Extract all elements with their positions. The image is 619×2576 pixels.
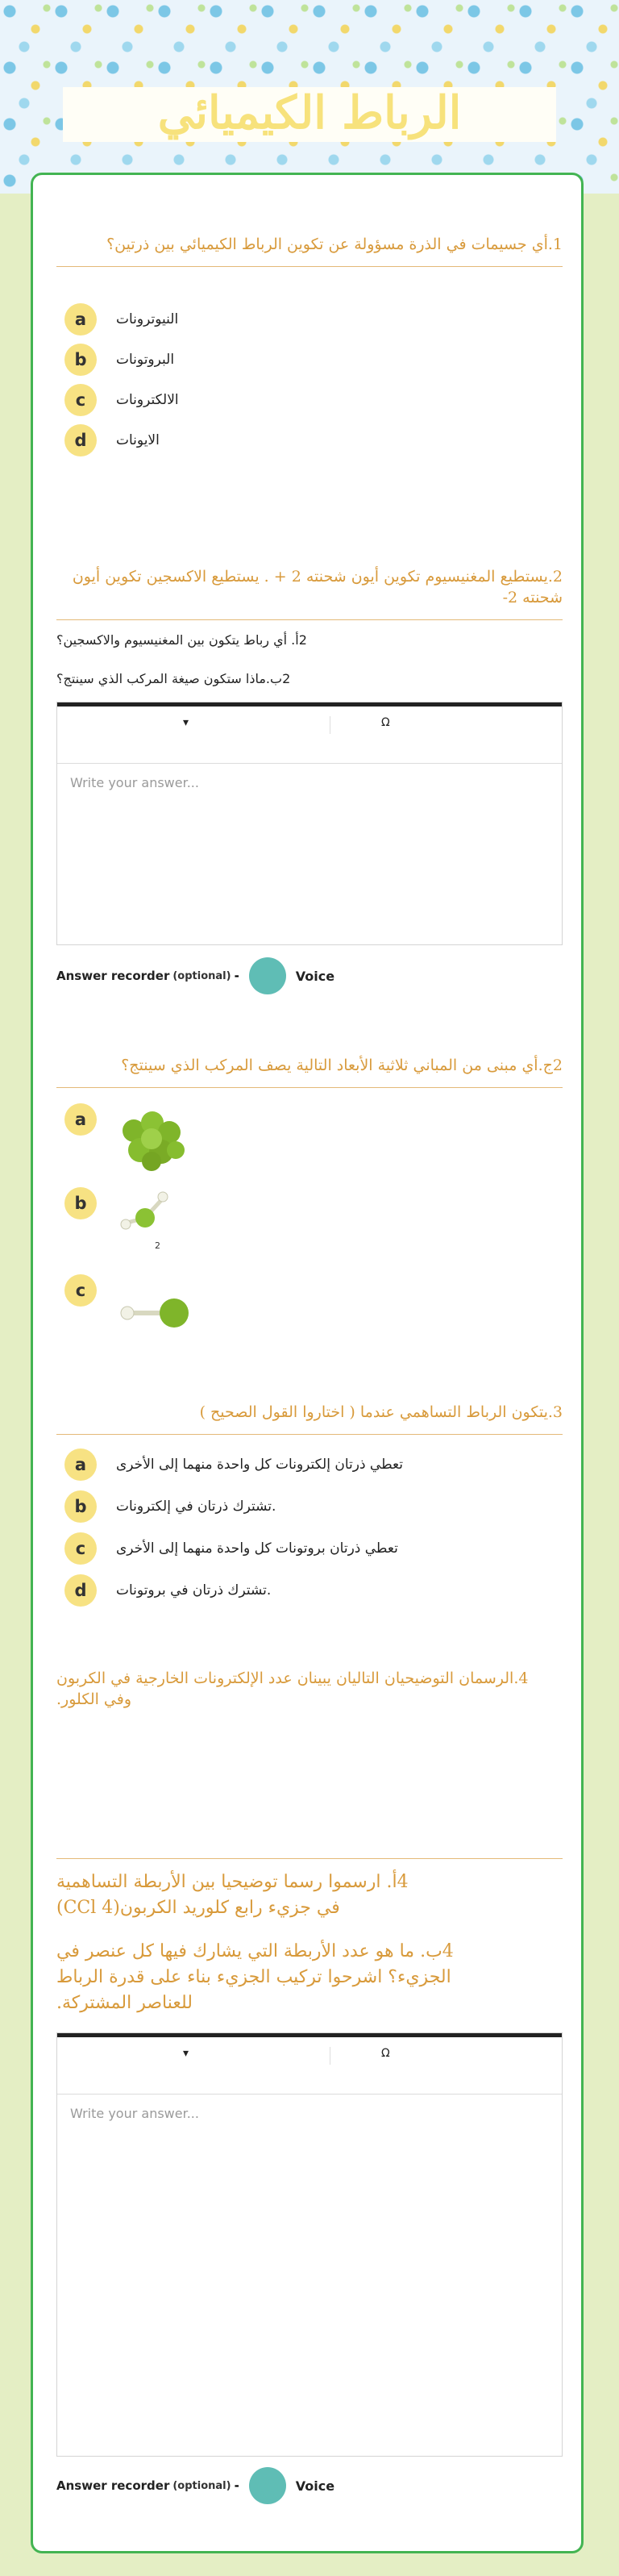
recorder-optional: (optional) — [172, 2479, 231, 2492]
option-a[interactable] — [64, 303, 178, 336]
option-badge-a: a — [64, 303, 97, 336]
record-button[interactable] — [249, 2467, 286, 2504]
option-text: النيوترونات — [116, 311, 179, 327]
option-c[interactable] — [64, 1532, 398, 1565]
question-2 — [56, 566, 563, 620]
question-4 — [56, 1402, 563, 1435]
option-badge-d: d — [64, 1574, 97, 1607]
question-6a-text: 4أ. ارسموا رسما توضيحيا بين الأربطة التساهمية في جزيء رابع كلوريد الكربون(CCl 4) — [56, 1872, 409, 1918]
option-b[interactable] — [64, 1490, 276, 1523]
option-badge-c: c — [64, 1532, 97, 1565]
cluster-molecule-icon — [116, 1108, 189, 1173]
question-2b-text: 2ب.ماذا ستكون صيغة المركب الذي سينتج؟ — [56, 671, 291, 686]
option-badge-b: b — [64, 1187, 97, 1219]
option-d[interactable] — [64, 1574, 271, 1607]
option-text: تعطي ذرتان بروتونات كل واحدة منهما إلى الأخرى — [116, 1540, 398, 1557]
option-b[interactable] — [64, 1187, 97, 1219]
recorder-voice-label: Voice — [295, 2478, 335, 2494]
format-dropdown[interactable]: ▾ — [183, 2047, 189, 2060]
question-6b-text: 4ب. ما هو عدد الأربطة التي يشارك فيها كل عنصر في الجزيء؟ اشرحوا تركيب الجزيء بناء على قدرة الرباط للعناصر المشتركة. — [56, 1941, 454, 2013]
option-badge-c: c — [64, 384, 97, 416]
question-5 — [56, 1668, 563, 1710]
recorder-label: Answer recorder — [56, 2478, 170, 2493]
recorder-dash: - — [234, 2478, 239, 2493]
question-3 — [56, 1055, 563, 1088]
option-text: الايونات — [116, 432, 160, 448]
option-badge-a: a — [64, 1448, 97, 1481]
section-divider — [56, 1858, 563, 1859]
page-title: الرباط الكيميائي — [157, 86, 462, 140]
recorder-voice-label: Voice — [295, 968, 335, 984]
option-d[interactable] — [64, 424, 160, 456]
option-text: .تشترك ذرتان في بروتونات — [116, 1582, 272, 1599]
question-4-title: 3.يتكون الرباط التساهمي عندما ( اختاروا القول الصحيح ) — [56, 1402, 563, 1435]
diatomic-molecule-icon — [116, 1295, 205, 1336]
record-button[interactable] — [249, 957, 286, 994]
option-badge-d: d — [64, 424, 97, 456]
option-badge-a: a — [64, 1103, 97, 1136]
option-b[interactable] — [64, 344, 174, 376]
question-6 — [56, 1865, 563, 2016]
option-a[interactable] — [64, 1448, 403, 1481]
molecule-caption: 2 — [155, 1240, 160, 1251]
option-text: البروتونات — [116, 352, 175, 368]
answer-recorder — [56, 2466, 334, 2505]
format-dropdown[interactable]: ▾ — [183, 716, 189, 729]
question-3-title: 2ج.أي مبنى من المباني ثلاثية الأبعاد التالية يصف المركب الذي سينتج؟ — [56, 1055, 563, 1088]
recorder-dash: - — [234, 969, 239, 983]
option-badge-c: c — [64, 1274, 97, 1307]
option-a[interactable] — [64, 1103, 97, 1136]
recorder-optional: (optional) — [172, 969, 231, 982]
question-2a-text: 2أ. أي رباط يتكون بين المغنيسيوم والاكسجين؟ — [56, 632, 307, 648]
question-5-text: 4.الرسمان التوضيحيان التاليان يبينان عدد الإلكترونات الخارجية في الكربون وفي الكلور. — [56, 1669, 529, 1708]
answer-textarea[interactable]: Write your answer... — [70, 775, 199, 790]
question-1 — [56, 234, 563, 267]
question-1-title: 1.أي جسيمات في الذرة مسؤولة عن تكوين الرباط الكيميائي بين ذرتين؟ — [56, 234, 563, 267]
option-badge-b: b — [64, 344, 97, 376]
bent-molecule-icon — [116, 1187, 189, 1239]
special-character-icon[interactable]: Ω — [381, 2047, 390, 2060]
answer-recorder — [56, 957, 334, 995]
option-text: تعطي ذرتان إلكترونات كل واحدة منهما إلى الأخرى — [116, 1457, 403, 1473]
editor-toolbar — [57, 702, 562, 764]
option-badge-b: b — [64, 1490, 97, 1523]
answer-editor — [56, 702, 563, 945]
answer-textarea[interactable]: Write your answer... — [70, 2106, 199, 2121]
option-c[interactable] — [64, 1274, 97, 1307]
option-c[interactable] — [64, 384, 179, 416]
option-text: الالكترونات — [116, 392, 179, 408]
special-character-icon[interactable]: Ω — [381, 716, 390, 729]
answer-editor — [56, 2032, 563, 2457]
question-2-title: 2.يستطيع المغنيسيوم تكوين أيون شحنته 2 + . يستطيع الاكسجين تكوين أيون شحنته 2- — [56, 566, 563, 620]
editor-toolbar — [57, 2033, 562, 2095]
option-text: .تشترك ذرتان في إلكترونات — [116, 1498, 276, 1515]
recorder-label: Answer recorder — [56, 969, 170, 983]
